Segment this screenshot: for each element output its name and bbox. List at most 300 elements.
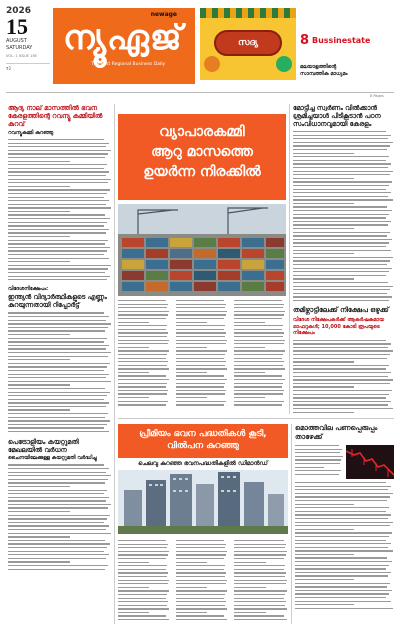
text-line [295, 456, 343, 457]
text-line [293, 282, 388, 283]
right-story3-headline[interactable]: മൊത്തവില പണപ്പെരുപ്പം താഴേക്ക് [295, 424, 378, 441]
text-line [293, 163, 391, 164]
text-line [295, 470, 341, 471]
text-line [8, 254, 104, 255]
text-line [295, 504, 354, 505]
text-line [8, 211, 70, 212]
text-line [8, 236, 70, 237]
text-line [8, 240, 108, 241]
text-line [293, 354, 390, 355]
text-line [8, 482, 105, 483]
text-line [234, 372, 265, 373]
text-line [8, 377, 106, 378]
text-line [8, 171, 109, 172]
text-line [8, 250, 107, 251]
text-line [234, 605, 285, 606]
text-line [293, 264, 387, 265]
column-divider [289, 104, 290, 414]
text-line [8, 225, 104, 226]
text-line [295, 518, 388, 519]
text-line [293, 343, 391, 344]
text-line [8, 479, 108, 480]
right-story1-headline[interactable]: മോട്ടിച്ച സ്വർണം വിൽക്കാൻ ശ്രമിച്ചയാൾ പിടികൂടാൻ പഠന സംവിധാനവുമായി കേരളം [293, 104, 381, 128]
right-column-bottom [295, 424, 394, 624]
market-chart-photo [346, 445, 394, 479]
date-year: 2026 [6, 6, 32, 16]
text-line [234, 608, 287, 609]
text-line [176, 551, 227, 552]
text-line [8, 533, 111, 534]
text-line [8, 345, 109, 346]
text-line [293, 224, 388, 225]
left-story1-subhead: റവന്യൂകമ്മി കുറഞ്ഞു [8, 130, 54, 136]
text-line [295, 568, 386, 569]
text-line [8, 265, 111, 266]
text-line [118, 619, 169, 620]
right-column-top [293, 104, 394, 414]
text-line [8, 522, 104, 523]
text-line [176, 601, 226, 602]
text-line [118, 304, 168, 305]
text-line [8, 182, 108, 183]
text-line [234, 587, 266, 588]
text-line [8, 276, 110, 277]
text-line [234, 361, 284, 362]
text-line [8, 511, 70, 512]
text-line [176, 304, 226, 305]
text-line [234, 311, 285, 312]
text-line [295, 500, 387, 501]
text-line [234, 379, 285, 380]
text-line [295, 529, 354, 530]
text-line [234, 340, 285, 341]
text-line [295, 507, 389, 508]
text-line [295, 474, 339, 475]
text-line [293, 142, 393, 143]
text-line [293, 401, 391, 402]
text-line [295, 601, 391, 602]
text-line [8, 388, 105, 389]
text-line [8, 268, 108, 269]
text-line [295, 496, 390, 497]
text-line [118, 300, 166, 301]
text-line [8, 515, 110, 516]
text-line [293, 185, 389, 186]
text-line [295, 532, 392, 533]
text-line [176, 332, 226, 333]
text-line [118, 322, 149, 323]
text-line [234, 325, 283, 326]
text-line [176, 590, 227, 591]
text-line [176, 393, 225, 394]
text-line [118, 547, 167, 548]
text-line [176, 390, 226, 391]
text-line [176, 565, 225, 566]
text-line [293, 289, 390, 290]
text-line [293, 286, 393, 287]
left-story3-subhead: ചൈനയിലേക്കുള്ള കയറ്റുമതി വർദ്ധിച്ചു [8, 455, 97, 462]
text-line [293, 408, 393, 409]
lead-headline-line2: ആറു മാസത്തെ [151, 144, 253, 160]
text-line [8, 139, 104, 140]
text-line [293, 232, 390, 233]
text-line [118, 544, 168, 545]
text-line [8, 366, 107, 367]
text-line [8, 157, 105, 158]
text-line [118, 401, 168, 402]
text-line [8, 316, 109, 317]
text-line [8, 214, 105, 215]
text-line [176, 361, 226, 362]
text-line [295, 593, 389, 594]
text-line [118, 404, 166, 405]
text-line [293, 135, 391, 136]
text-line [118, 375, 166, 376]
text-line [176, 354, 225, 355]
text-line [234, 322, 265, 323]
text-line [118, 379, 169, 380]
right-story3-body [295, 445, 343, 477]
text-line [118, 605, 167, 606]
masthead-advertisement[interactable] [200, 8, 296, 80]
column-divider [114, 104, 115, 624]
text-line [176, 580, 227, 581]
text-line [295, 445, 339, 446]
text-line [8, 486, 70, 487]
text-line [293, 149, 387, 150]
text-line [118, 562, 149, 563]
text-line [234, 594, 285, 595]
text-line [176, 397, 207, 398]
text-line [295, 493, 393, 494]
text-line [295, 536, 389, 537]
text-line [8, 507, 108, 508]
text-line [234, 576, 285, 577]
text-line [8, 374, 109, 375]
text-line [8, 164, 107, 165]
text-line [293, 206, 387, 207]
text-line [293, 160, 386, 161]
text-line [8, 161, 70, 162]
text-line [118, 386, 166, 387]
text-line [8, 395, 107, 396]
text-line [118, 332, 168, 333]
text-line [293, 300, 389, 301]
text-line [234, 404, 282, 405]
date-day: 15 [6, 14, 28, 39]
text-line [234, 619, 287, 620]
text-line [8, 370, 104, 371]
text-line [293, 171, 393, 172]
text-line [8, 420, 110, 421]
text-line [293, 376, 388, 377]
text-line [293, 203, 354, 204]
text-line [8, 193, 107, 194]
text-line [118, 314, 168, 315]
text-line [8, 330, 105, 331]
text-line [293, 394, 389, 395]
text-line [118, 565, 167, 566]
text-line [118, 325, 167, 326]
text-line [234, 615, 284, 616]
text-line [8, 243, 105, 244]
text-line [8, 569, 105, 570]
lead-body-col1 [118, 300, 170, 412]
left-story3-headline[interactable]: പെട്രോളിയം കയറ്റുമതി മേഖലയിൽ വർധന [8, 438, 79, 455]
text-line [293, 210, 392, 211]
text-line [118, 558, 166, 559]
housing-body-col2 [176, 540, 228, 626]
text-line [8, 143, 109, 144]
text-line [293, 214, 389, 215]
text-line [118, 608, 169, 609]
text-line [176, 343, 226, 344]
text-line [293, 246, 386, 247]
text-line [118, 598, 166, 599]
text-line [176, 569, 224, 570]
text-line [293, 153, 354, 154]
text-line [176, 350, 227, 351]
text-line [8, 338, 107, 339]
text-line [295, 540, 386, 541]
text-line [234, 354, 283, 355]
text-line [293, 189, 386, 190]
text-line [8, 153, 108, 154]
brand-name: newage [150, 11, 177, 18]
text-line [8, 258, 109, 259]
text-line [293, 257, 393, 258]
ad-decor-stripe [200, 8, 296, 18]
text-line [295, 467, 324, 468]
text-line [176, 554, 226, 555]
text-line [8, 189, 110, 190]
text-line [234, 540, 284, 541]
text-line [293, 271, 389, 272]
text-line [293, 181, 392, 182]
text-line [176, 368, 227, 369]
lead-body-col3 [234, 300, 286, 412]
text-line [118, 350, 169, 351]
text-line [234, 343, 284, 344]
text-line [176, 587, 207, 588]
text-line [118, 580, 169, 581]
housing-headline-banner[interactable] [118, 424, 288, 458]
text-line [8, 409, 70, 410]
text-line [118, 336, 167, 337]
text-line [234, 397, 265, 398]
text-line [8, 427, 104, 428]
text-line [295, 572, 391, 573]
text-line [295, 590, 392, 591]
text-line [234, 551, 287, 552]
text-line [234, 565, 285, 566]
text-line [118, 540, 166, 541]
pages-tag: 8 Pages [370, 94, 384, 98]
text-line [176, 572, 226, 573]
side-teaser: മലയാളത്തിന്റെ സാമ്പത്തിക മാധ്യമം [300, 64, 348, 77]
text-line [176, 615, 224, 616]
text-line [176, 311, 227, 312]
text-line [176, 318, 224, 319]
text-line [234, 383, 283, 384]
text-line [8, 384, 70, 385]
text-line [118, 383, 167, 384]
text-line [234, 554, 286, 555]
text-line [234, 562, 266, 563]
text-line [295, 583, 390, 584]
text-line [8, 179, 111, 180]
text-line [8, 261, 70, 262]
text-line [118, 393, 167, 394]
text-line [176, 325, 225, 326]
text-line [234, 307, 283, 308]
text-line [293, 199, 393, 200]
text-line [176, 322, 207, 323]
column-divider [291, 424, 292, 624]
text-line [118, 583, 168, 584]
text-line [293, 397, 386, 398]
text-line [293, 268, 392, 269]
housing-headline-line2: വിൽപന കുറഞ്ഞു [167, 441, 239, 451]
text-line [234, 390, 284, 391]
text-line [118, 361, 168, 362]
text-line [118, 372, 149, 373]
text-line [8, 525, 109, 526]
text-line [293, 156, 389, 157]
text-line [234, 393, 283, 394]
text-line [295, 525, 390, 526]
text-line [8, 543, 110, 544]
text-line [118, 318, 166, 319]
text-line [8, 540, 105, 541]
text-line [234, 601, 286, 602]
text-line [8, 146, 106, 147]
text-line [8, 468, 109, 469]
left-story1-headline[interactable]: ആദ്യ നാല് മാസത്തിൽ ഭവന കേരളത്തിന്റെ റവന്യൂ കമ്മിയിൽ കുറവ് [8, 104, 103, 128]
left-column [8, 104, 112, 624]
text-line [234, 375, 282, 376]
text-line [293, 192, 391, 193]
container-port-photo [118, 204, 286, 296]
text-line [176, 375, 224, 376]
text-line [293, 347, 388, 348]
text-line [295, 482, 386, 483]
text-line [8, 200, 109, 201]
text-line [295, 511, 386, 512]
text-line [295, 449, 342, 450]
text-line [8, 493, 104, 494]
text-line [176, 547, 225, 548]
text-line [234, 544, 286, 545]
text-line [8, 500, 106, 501]
text-line [118, 329, 166, 330]
text-line [8, 327, 108, 328]
text-line [8, 341, 104, 342]
text-line [8, 320, 106, 321]
text-line [234, 401, 284, 402]
text-line [176, 404, 224, 405]
text-line [8, 413, 108, 414]
lead-headline-banner[interactable] [118, 114, 286, 200]
text-line [8, 229, 109, 230]
text-line [293, 145, 390, 146]
text-line [234, 336, 283, 337]
text-line [293, 278, 354, 279]
date-box [6, 6, 50, 90]
text-line [8, 197, 104, 198]
ad-badge [214, 30, 282, 56]
text-line [293, 253, 354, 254]
ad-label: സദ്യ [237, 38, 259, 48]
text-line [8, 359, 70, 360]
text-line [293, 138, 388, 139]
text-line [176, 372, 207, 373]
text-line [234, 580, 287, 581]
text-line [8, 475, 111, 476]
text-line [176, 562, 207, 563]
text-line [295, 575, 388, 576]
masthead-divider [6, 92, 394, 93]
text-line [176, 612, 207, 613]
text-line [293, 260, 390, 261]
text-line [8, 363, 110, 364]
text-line [234, 329, 282, 330]
text-line [234, 547, 285, 548]
left-story3-body [8, 464, 112, 570]
text-line [293, 383, 390, 384]
text-line [176, 340, 227, 341]
text-line [234, 569, 284, 570]
text-line [234, 347, 265, 348]
text-line [118, 551, 169, 552]
text-line [176, 300, 224, 301]
text-line [8, 561, 70, 562]
text-line [118, 311, 169, 312]
text-line [8, 168, 104, 169]
left-story2-headline[interactable]: ഇന്ത്യൻ വിദ്യാർത്ഥികളുടെ എണ്ണം കുറയുന്നതായി റിപ്പോർട്ട് [8, 293, 107, 310]
text-line [293, 221, 391, 222]
text-line [118, 554, 168, 555]
text-line [293, 228, 354, 229]
apartment-buildings-photo [118, 470, 288, 534]
newspaper-logo[interactable] [53, 8, 195, 84]
text-line [8, 247, 110, 248]
text-line [295, 561, 392, 562]
text-line [293, 412, 354, 413]
text-line [8, 417, 105, 418]
date-month: AUGUST [6, 38, 27, 44]
lead-headline-line1: വ്യാപാരകമ്മി [159, 124, 245, 140]
right-story2-headline[interactable]: തമിഴ്നാട്ടിലേക്ക് നിക്ഷേപ ഒഴുക്ക് [293, 306, 389, 315]
text-line [295, 586, 387, 587]
text-line [118, 365, 167, 366]
text-line [8, 536, 70, 537]
text-line [8, 518, 107, 519]
housing-subhead: ചെലവു കുറഞ്ഞ ഭവനപദ്ധതികളിൽ ഡിമാൻഡ് [138, 460, 268, 467]
text-line [295, 543, 391, 544]
text-line [8, 399, 104, 400]
text-line [293, 390, 392, 391]
text-line [295, 579, 354, 580]
text-line [295, 554, 354, 555]
text-line [295, 463, 340, 464]
text-line [234, 583, 286, 584]
text-line [176, 336, 225, 337]
text-line [293, 235, 387, 236]
text-line [293, 239, 392, 240]
text-line [295, 550, 393, 551]
text-line [293, 404, 388, 405]
